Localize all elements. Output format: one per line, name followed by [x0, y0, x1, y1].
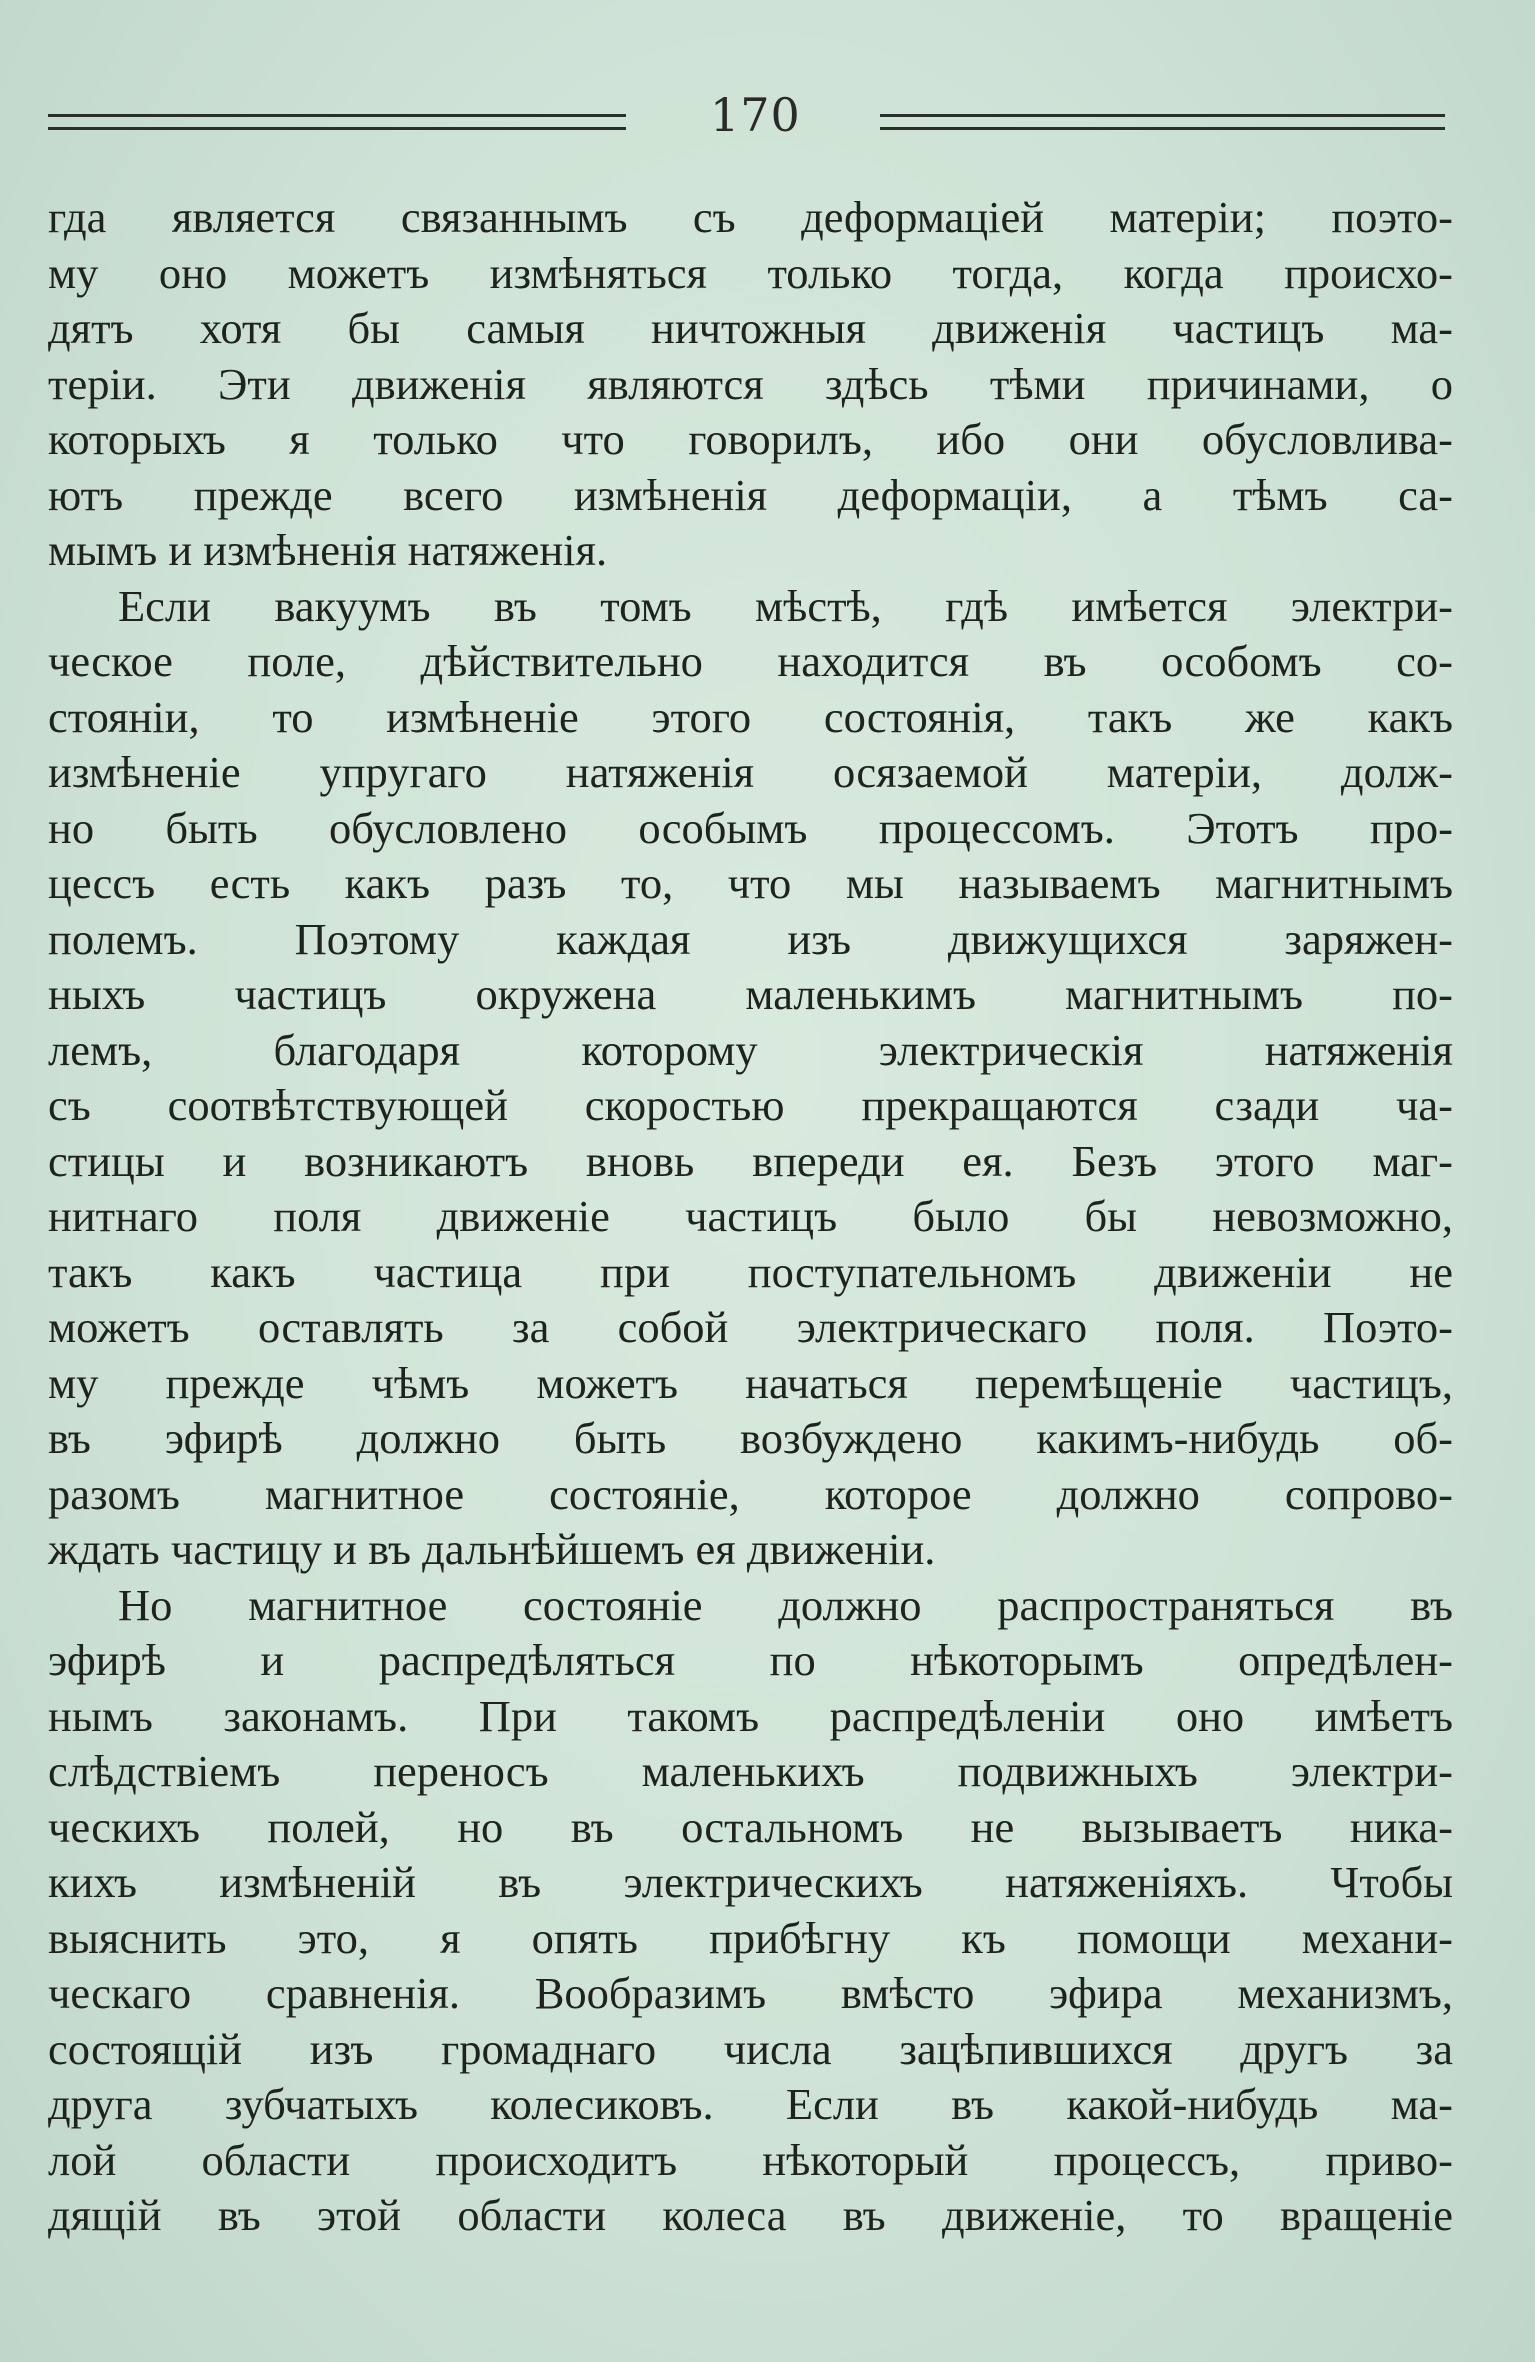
text-line: мымъ и измѣненія натяженія. — [48, 525, 608, 575]
text-line: стицы и возникаютъ вновь впереди ея. Безъ этого маг- — [48, 1135, 1453, 1186]
text-line: лемъ, благодаря которому электрическія натяженія — [48, 1024, 1453, 1075]
text-line: дятъ хотя бы самыя ничтожныя движенія частицъ ма- — [48, 303, 1453, 353]
text-line: нымъ законамъ. При такомъ распредѣленіи оно имѣетъ — [48, 1690, 1453, 1741]
text-line: въ эфирѣ должно быть возбуждено какимъ-нибудь об- — [48, 1413, 1453, 1463]
text-line: ютъ прежде всего измѣненія деформаціи, а тѣмъ са- — [48, 469, 1453, 520]
text-line: выяснить это, я опять прибѣгну къ помощи механи- — [48, 1912, 1453, 1963]
text-line: полемъ. Поэтому каждая изъ движущихся заряжен- — [48, 913, 1453, 964]
header-rule-right — [880, 114, 1445, 130]
text-line: ческихъ полей, но въ остальномъ не вызываетъ ника- — [48, 1801, 1453, 1852]
text-line: стояніи, то измѣненіе этого состоянія, такъ же какъ — [48, 691, 1453, 742]
text-line: друга зубчатыхъ колесиковъ. Если въ какой-нибудь ма- — [48, 2079, 1453, 2129]
text-line: но быть обусловлено особымъ процессомъ. Этотъ про- — [48, 802, 1453, 853]
text-line: такъ какъ частица при поступательномъ движеніи не — [48, 1246, 1453, 1297]
text-line: гда является связаннымъ съ деформаціей матеріи; поэто- — [48, 192, 1453, 242]
text-line: состоящій изъ громаднаго числа зацѣпившихся другъ за — [48, 2023, 1453, 2074]
page-number: 170 — [710, 88, 801, 142]
text-line: эфирѣ и распредѣляться по нѣкоторымъ опредѣлен- — [48, 1635, 1453, 1685]
text-line: ческаго сравненія. Вообразимъ вмѣсто эфира механизмъ, — [48, 1968, 1453, 2018]
text-line: Но магнитное состояніе должно распространяться въ — [118, 1579, 1453, 1630]
text-line: ждать частицу и въ дальнѣйшемъ ея движеніи. — [48, 1524, 936, 1574]
text-line: можетъ оставлять за собой электрическаго поля. Поэто- — [48, 1302, 1453, 1352]
body-text — [48, 190, 1453, 2244]
text-line: нитнаго поля движеніе частицъ было бы невозможно, — [48, 1191, 1453, 1241]
text-line: Если вакуумъ въ томъ мѣстѣ, гдѣ имѣется электри- — [118, 580, 1453, 631]
text-line: лой области происходитъ нѣкоторый процессъ, приво- — [48, 2134, 1453, 2185]
text-line: ныхъ частицъ окружена маленькимъ магнитнымъ по- — [48, 969, 1453, 1019]
text-line: съ соотвѣтствующей скоростью прекращаются сзади ча- — [48, 1080, 1453, 1130]
text-line: которыхъ я только что говорилъ, ибо они обусловлива- — [48, 414, 1453, 464]
text-line: теріи. Эти движенія являются здѣсь тѣми причинами, о — [48, 358, 1453, 409]
text-line: му прежде чѣмъ можетъ начаться перемѣщеніе частицъ, — [48, 1357, 1453, 1408]
text-line: кихъ измѣненій въ электрическихъ натяженіяхъ. Чтобы — [48, 1857, 1453, 1907]
text-line: измѣненіе упругаго натяженія осязаемой матеріи, долж- — [48, 747, 1453, 797]
text-line: цессъ есть какъ разъ то, что мы называемъ магнитнымъ — [48, 858, 1453, 908]
header-rule-left — [48, 114, 626, 130]
text-line: слѣдствіемъ переносъ маленькихъ подвижныхъ электри- — [48, 1746, 1453, 1796]
text-line: ческое поле, дѣйствительно находится въ особомъ со- — [48, 636, 1453, 686]
text-line: му оно можетъ измѣняться только тогда, когда происхо- — [48, 247, 1453, 298]
text-line: дящій въ этой области колеса въ движеніе, то вращеніе — [48, 2190, 1453, 2240]
page-header — [40, 88, 1450, 158]
text-line: разомъ магнитное состояніе, которое должно сопрово- — [48, 1468, 1453, 1519]
